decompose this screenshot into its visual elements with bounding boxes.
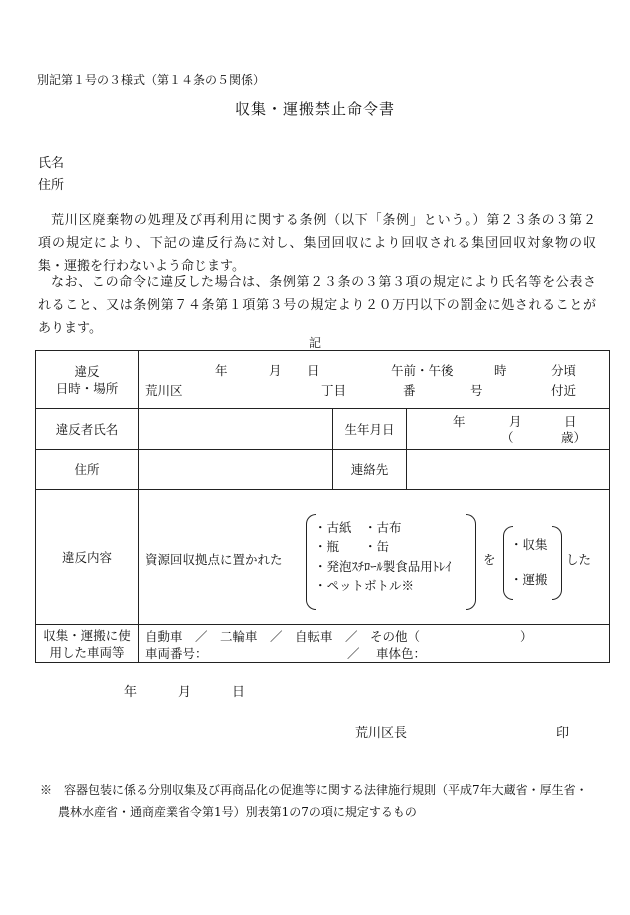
year-unit: 年	[215, 363, 228, 378]
issue-year-unit: 年	[124, 685, 138, 700]
paragraph-line: 集・運搬を行わないよう命じます。	[38, 259, 245, 274]
vehicle-cell[interactable]	[139, 625, 610, 663]
datetime-place-cell[interactable]	[139, 351, 610, 409]
wo-particle: を	[483, 552, 496, 567]
document-title: 収集・運搬禁止命令書	[234, 100, 395, 118]
ki-marker: 記	[308, 336, 321, 350]
address-field[interactable]	[139, 450, 333, 490]
footnote-line: ※ 容器包装に係る分別収集及び再商品化の促進等に関する法律施行規則（平成7年大蔵省・厚生省・	[40, 783, 588, 797]
item-option[interactable]: ・ペットボトル※	[314, 578, 415, 593]
ban-unit: 番	[403, 383, 416, 398]
paragraph-line: なお、この命令に違反した場合は、条例第２３条の３第３項の規定により氏名等を公表さ	[51, 275, 596, 290]
label-datetime-place	[36, 351, 139, 409]
label-vehicle	[36, 625, 139, 663]
age-open-paren: （	[501, 430, 514, 445]
penalty-paragraph	[38, 271, 596, 340]
issue-day-unit: 日	[232, 685, 246, 700]
violation-content-cell	[139, 490, 610, 625]
form-code: 別記第１号の３様式（第１４条の５関係）	[37, 73, 266, 87]
birth-year-unit: 年	[453, 414, 466, 429]
label-line: 収集・運搬に使	[43, 627, 131, 643]
paragraph-line: あります。	[38, 321, 102, 336]
shita-suffix: した	[566, 552, 592, 567]
row-datetime-place	[36, 351, 610, 409]
action-option[interactable]: ・運搬	[510, 572, 548, 587]
location-text: 資源回収拠点に置かれた	[145, 552, 283, 567]
recipient-name-label: 氏名	[38, 156, 65, 171]
vehicle-type-options[interactable]: 自動車 ／ 二輪車 ／ 自転車 ／ その他（ ）	[145, 629, 533, 644]
body-color-label: 車体色：	[376, 646, 427, 661]
action-option[interactable]: ・収集	[510, 537, 548, 552]
item-option[interactable]: ・瓶 ・缶	[314, 539, 390, 554]
item-option[interactable]: ・古紙 ・古布	[314, 520, 402, 535]
paragraph-line: れること、又は条例第７４条第１項第３号の規定より２０万円以下の罰金に処されることが	[38, 298, 596, 313]
actions-bracket-right	[552, 526, 562, 600]
birth-day-unit: 日	[564, 414, 577, 429]
hour-unit: 時	[494, 363, 507, 378]
row-address	[36, 450, 610, 490]
label-line: 日時・場所	[55, 380, 119, 396]
day-unit: 日	[307, 363, 320, 378]
month-unit: 月	[269, 363, 282, 378]
paragraph-line: 項の規定により、下記の違反行為に対し、集団回収により回収される集団回収対象物の収	[38, 236, 596, 251]
ampm-choice: 午前・午後	[391, 363, 454, 378]
paragraph-line: 荒川区廃棄物の処理及び再利用に関する条例（以下「条例」という。）第２３条の３第２	[51, 213, 596, 228]
label-violation-content: 違反内容	[36, 490, 139, 625]
label-violator-name: 違反者氏名	[36, 409, 139, 450]
seal-mark: 印	[556, 726, 570, 741]
vehicle-separator: ／	[347, 646, 360, 661]
plate-number-label: 車両番号：	[145, 646, 208, 661]
go-unit: 号	[470, 383, 483, 398]
issuer-mayor: 荒川区長	[355, 726, 408, 741]
footnote-line: 農林水産省・通商産業省令第1号）別表第1の7の項に規定するもの	[58, 805, 417, 819]
birth-month-unit: 月	[509, 414, 522, 429]
label-contact: 連絡先	[333, 450, 407, 490]
ward-name: 荒川区	[145, 383, 183, 398]
order-paragraph	[38, 209, 596, 278]
minute-unit: 分頃	[551, 363, 577, 378]
row-vehicle	[36, 625, 610, 663]
violation-table	[35, 350, 610, 663]
label-address: 住所	[36, 450, 139, 490]
items-bracket-right	[466, 514, 476, 610]
row-violation-content	[36, 490, 610, 625]
issue-month-unit: 月	[178, 685, 192, 700]
violator-name-field[interactable]	[139, 409, 333, 450]
label-birth-date: 生年月日	[333, 409, 407, 450]
nearby-unit: 付近	[551, 383, 577, 398]
label-line: 違反	[74, 363, 100, 379]
recipient-address-label: 住所	[38, 178, 65, 193]
chome-unit: 丁目	[321, 383, 347, 398]
contact-field[interactable]	[407, 450, 610, 490]
birth-date-field[interactable]	[407, 409, 610, 450]
age-unit: 歳）	[561, 430, 587, 445]
item-option[interactable]: ・発泡ｽﾁﾛｰﾙ製食品用ﾄﾚｲ	[314, 559, 452, 574]
row-violator-name	[36, 409, 610, 450]
label-line: 用した車両等	[49, 644, 125, 660]
